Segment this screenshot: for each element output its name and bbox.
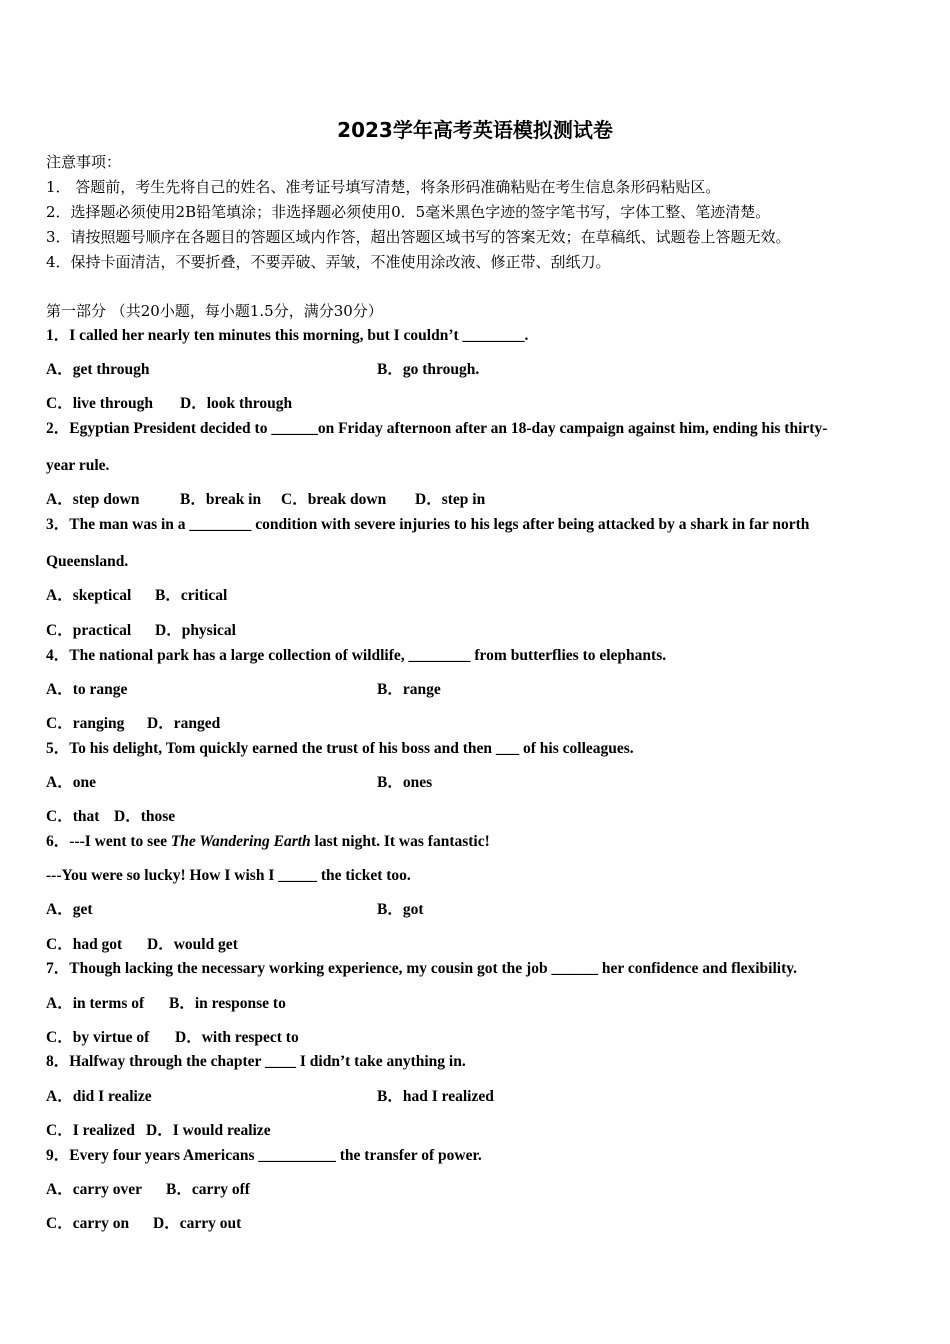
question-6-stem-post: last night. It was fantastic!	[310, 833, 490, 850]
question-2-option-a[interactable]: A．step down	[46, 491, 140, 508]
question-5-option-b[interactable]: B．ones	[377, 774, 433, 791]
question-1-stem: 1．I called her nearly ten minutes this morning, but I couldn’t ________.	[46, 327, 529, 344]
question-3-option-a[interactable]: A．skeptical	[46, 587, 132, 604]
question-6-stem-cont: ---You were so lucky! How I wish I _____ the ticket too.	[46, 867, 411, 884]
question-6-film-title: The Wandering Earth	[170, 833, 311, 850]
question-1-option-d[interactable]: D．look through	[180, 395, 293, 412]
question-1-option-c[interactable]: C．live through	[46, 395, 153, 412]
question-2-stem-cont: year rule.	[46, 457, 110, 474]
question-2-option-b[interactable]: B．break in	[180, 491, 262, 508]
question-8-option-c[interactable]: C．I realized	[46, 1122, 135, 1139]
question-7-option-a[interactable]: A．in terms of	[46, 995, 145, 1012]
question-7-option-b[interactable]: B．in response to	[169, 995, 286, 1012]
section-heading: 第一部分 （共20小题，每小题1.5分，满分30分）	[46, 302, 383, 320]
question-4-option-c[interactable]: C．ranging	[46, 715, 125, 732]
question-8-stem: 8．Halfway through the chapter ____ I didn’t take anything in.	[46, 1053, 466, 1070]
question-4-option-d[interactable]: D．ranged	[147, 715, 221, 732]
question-6-option-b[interactable]: B．got	[377, 901, 424, 918]
question-8-option-b[interactable]: B．had I realized	[377, 1088, 494, 1105]
question-3-option-b[interactable]: B．critical	[155, 587, 228, 604]
question-6-option-d[interactable]: D．would get	[147, 936, 238, 953]
question-8-option-d[interactable]: D．I would realize	[146, 1122, 271, 1139]
question-3-stem-cont: Queensland.	[46, 553, 129, 570]
question-6-option-c[interactable]: C．had got	[46, 936, 123, 953]
question-2-option-c[interactable]: C．break down	[281, 491, 387, 508]
question-6-stem	[46, 832, 490, 852]
question-9-option-a[interactable]: A．carry over	[46, 1181, 142, 1198]
notes-item-3: 3．请按照题号顺序在各题目的答题区域内作答，超出答题区域书写的答案无效；在草稿纸、试题卷上答题无效。	[46, 228, 791, 246]
question-3-option-c[interactable]: C．practical	[46, 622, 132, 639]
question-4-option-b[interactable]: B．range	[377, 681, 441, 698]
question-5-option-d[interactable]: D．those	[114, 808, 176, 825]
question-6-option-a[interactable]: A．get	[46, 901, 93, 918]
question-7-option-c[interactable]: C．by virtue of	[46, 1029, 150, 1046]
question-3-stem: 3．The man was in a ________ condition with severe injuries to his legs after being attacked by a shark in far north	[46, 516, 810, 533]
question-8-option-a[interactable]: A．did I realize	[46, 1088, 152, 1105]
question-5-option-a[interactable]: A．one	[46, 774, 96, 791]
question-5-option-c[interactable]: C．that	[46, 808, 100, 825]
question-2-stem: 2．Egyptian President decided to ______on Friday afternoon after an 18-day campaign against him, ending his thirty-	[46, 420, 828, 437]
notes-item-1: 1． 答题前，考生先将自己的姓名、准考证号填写清楚，将条形码准确粘贴在考生信息条形码粘贴区。	[46, 178, 721, 196]
question-2-option-d[interactable]: D．step in	[415, 491, 486, 508]
question-4-option-a[interactable]: A．to range	[46, 681, 128, 698]
question-1-option-a[interactable]: A．get through	[46, 361, 150, 378]
question-9-option-b[interactable]: B．carry off	[166, 1181, 250, 1198]
notes-heading: 注意事项：	[46, 153, 122, 171]
question-6-stem-pre: 6．---I went to see	[46, 833, 171, 850]
question-9-option-d[interactable]: D．carry out	[153, 1215, 242, 1232]
question-1-option-b[interactable]: B．go through.	[377, 361, 480, 378]
notes-item-2: 2．选择题必须使用2B铅笔填涂；非选择题必须使用0．5毫米黑色字迹的签字笔书写，字体工整、笔迹清楚。	[46, 203, 771, 221]
question-7-stem: 7．Though lacking the necessary working experience, my cousin got the job ______ her confidence and flexibility.	[46, 960, 798, 977]
notes-item-4: 4．保持卡面清洁，不要折叠，不要弄破、弄皱，不准使用涂改液、修正带、刮纸刀。	[46, 253, 611, 271]
question-9-option-c[interactable]: C．carry on	[46, 1215, 130, 1232]
question-3-option-d[interactable]: D．physical	[155, 622, 236, 639]
question-7-option-d[interactable]: D．with respect to	[175, 1029, 299, 1046]
page-title: 2023学年高考英语模拟测试卷	[337, 118, 613, 142]
question-5-stem: 5．To his delight, Tom quickly earned the trust of his boss and then ___ of his colleagues.	[46, 740, 634, 757]
question-4-stem: 4．The national park has a large collection of wildlife, ________ from butterflies to elephants.	[46, 647, 667, 664]
question-9-stem: 9．Every four years Americans __________ the transfer of power.	[46, 1147, 482, 1164]
